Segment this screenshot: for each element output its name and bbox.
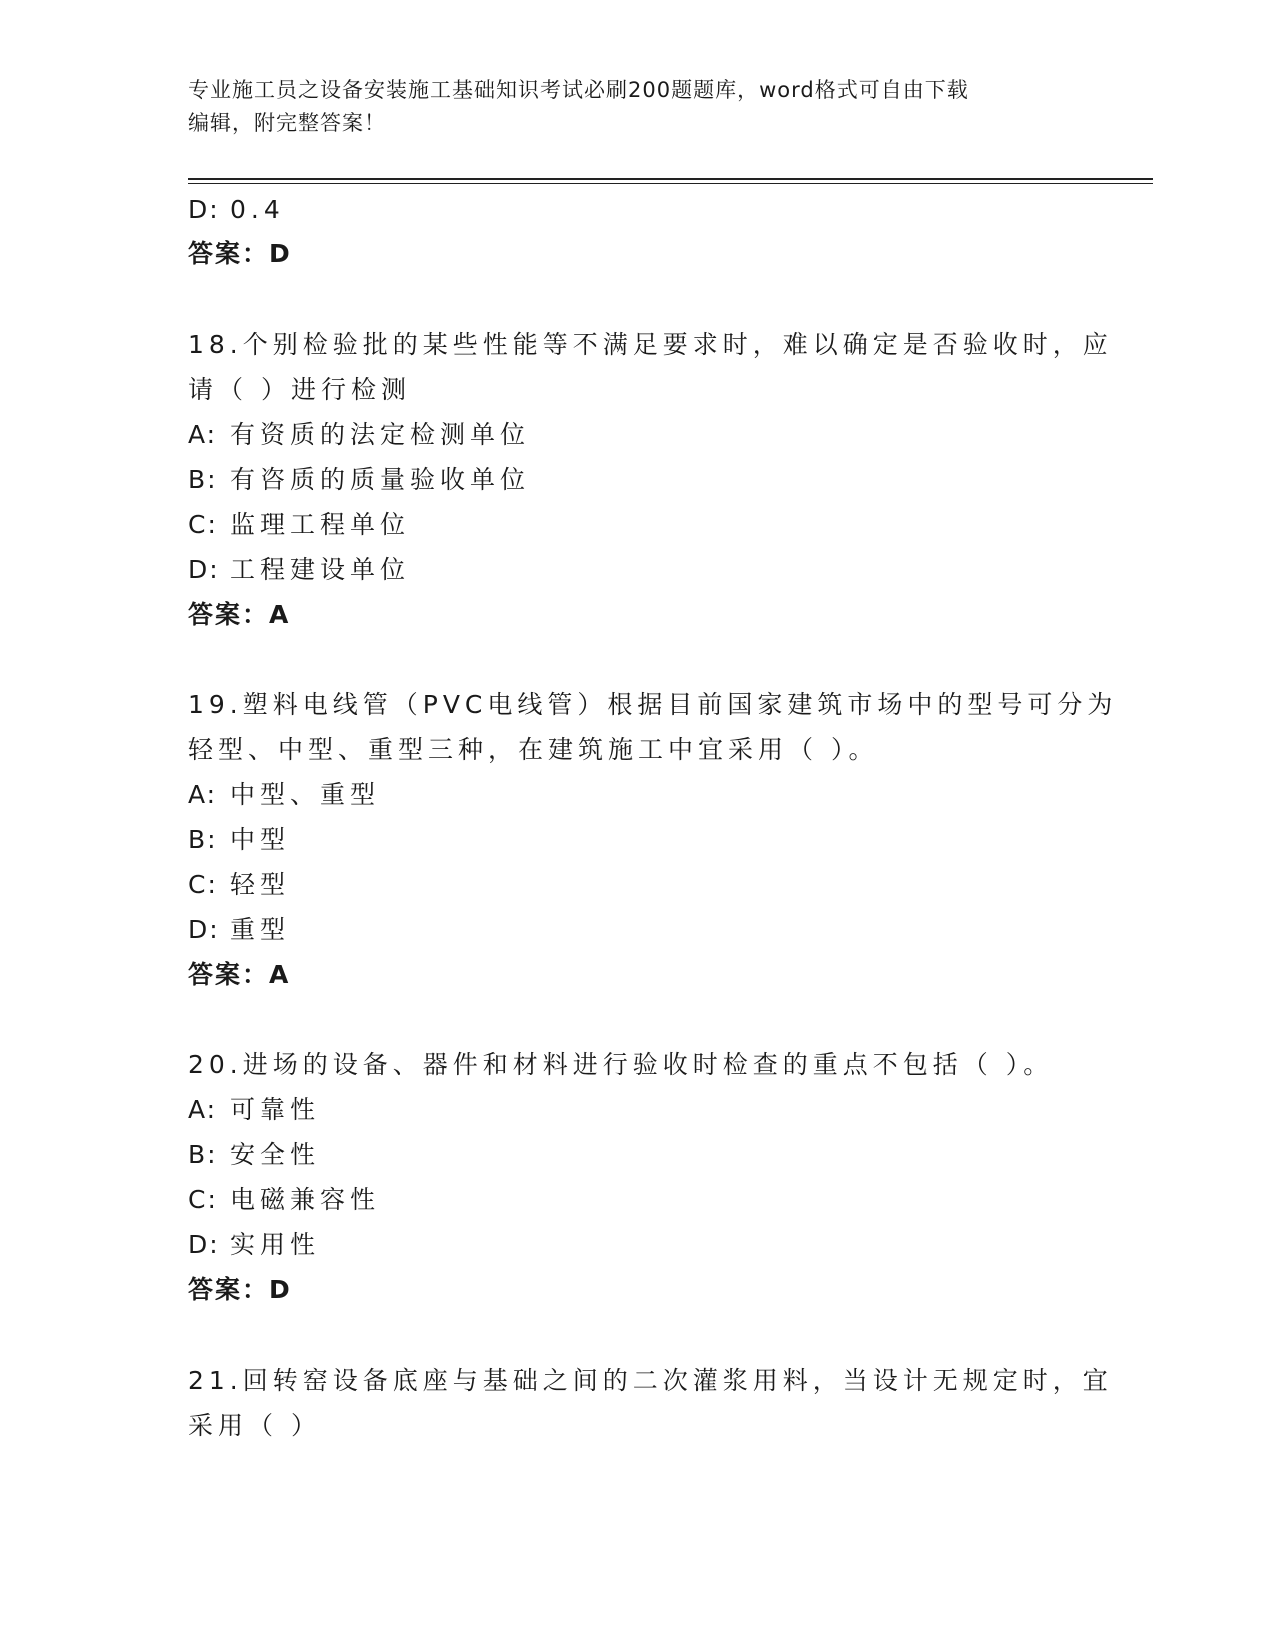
- option-text: 轻型: [230, 870, 291, 899]
- option-text: 重型: [230, 915, 291, 944]
- q20-option-c: [188, 1184, 380, 1216]
- q20-answer: 答案：D: [188, 1275, 292, 1304]
- option-letter: D:: [188, 1230, 220, 1259]
- q19-option-b: [188, 824, 290, 856]
- option-letter: C:: [188, 510, 218, 539]
- q19-option-a: [188, 779, 380, 811]
- q19-option-d: [188, 914, 290, 946]
- q18-option-c: [188, 509, 410, 541]
- q18-option-d: [188, 554, 410, 586]
- q19-option-c: [188, 869, 290, 901]
- option-text: 有咨质的质量验收单位: [230, 465, 531, 494]
- option-text: 实用性: [230, 1230, 321, 1259]
- option-letter: A:: [188, 780, 218, 809]
- option-letter: A:: [188, 420, 218, 449]
- prev-answer: 答案：D: [188, 239, 292, 268]
- q21-stem-line-2: 采用（ ）: [188, 1411, 321, 1440]
- q18-answer: 答案：A: [188, 600, 291, 629]
- q19-answer: 答案：A: [188, 960, 291, 989]
- option-text: 工程建设单位: [230, 555, 411, 584]
- header-line-2: 编辑，附完整答案！: [188, 111, 386, 135]
- q20-option-a: [188, 1094, 320, 1126]
- header-divider-thin: [188, 183, 1153, 184]
- q18-option-a: [188, 419, 530, 451]
- q19-stem-line-1: 19.塑料电线管（PVC电线管）根据目前国家建筑市场中的型号可分为: [188, 690, 1118, 719]
- option-text: 有资质的法定检测单位: [230, 420, 531, 449]
- q20-stem-line-1: 20.进场的设备、器件和材料进行验收时检查的重点不包括（ ）。: [188, 1050, 1054, 1079]
- q20-option-d: [188, 1229, 320, 1261]
- option-text: 电磁兼容性: [230, 1185, 381, 1214]
- option-letter: C:: [188, 870, 218, 899]
- option-letter: D:: [188, 555, 220, 584]
- option-text: 中型: [230, 825, 291, 854]
- option-letter: A:: [188, 1095, 218, 1124]
- q19-stem-line-2: 轻型、中型、重型三种，在建筑施工中宜采用（ ）。: [188, 735, 879, 764]
- option-letter: B:: [188, 465, 218, 494]
- q18-option-b: [188, 464, 530, 496]
- option-letter: C:: [188, 1185, 218, 1214]
- option-letter: D:: [188, 915, 220, 944]
- option-letter: B:: [188, 825, 218, 854]
- option-letter: B:: [188, 1140, 218, 1169]
- option-letter: D:: [188, 195, 220, 224]
- q18-stem-line-1: 18.个别检验批的某些性能等不满足要求时，难以确定是否验收时，应: [188, 330, 1113, 359]
- header-line-1: 专业施工员之设备安装施工基础知识考试必刷200题题库，word格式可自由下载: [188, 78, 969, 102]
- prev-option-d: [188, 194, 285, 226]
- header-divider-thick: [188, 178, 1153, 180]
- q21-stem-line-1: 21.回转窑设备底座与基础之间的二次灌浆用料，当设计无规定时，宜: [188, 1366, 1113, 1395]
- option-text: 安全性: [230, 1140, 321, 1169]
- q20-option-b: [188, 1139, 320, 1171]
- option-text: 监理工程单位: [230, 510, 411, 539]
- option-text: 可靠性: [230, 1095, 321, 1124]
- option-text: 0.4: [230, 195, 285, 224]
- option-text: 中型、重型: [230, 780, 381, 809]
- page-header: [188, 74, 1068, 140]
- q18-stem-line-2: 请（ ）进行检测: [188, 375, 411, 404]
